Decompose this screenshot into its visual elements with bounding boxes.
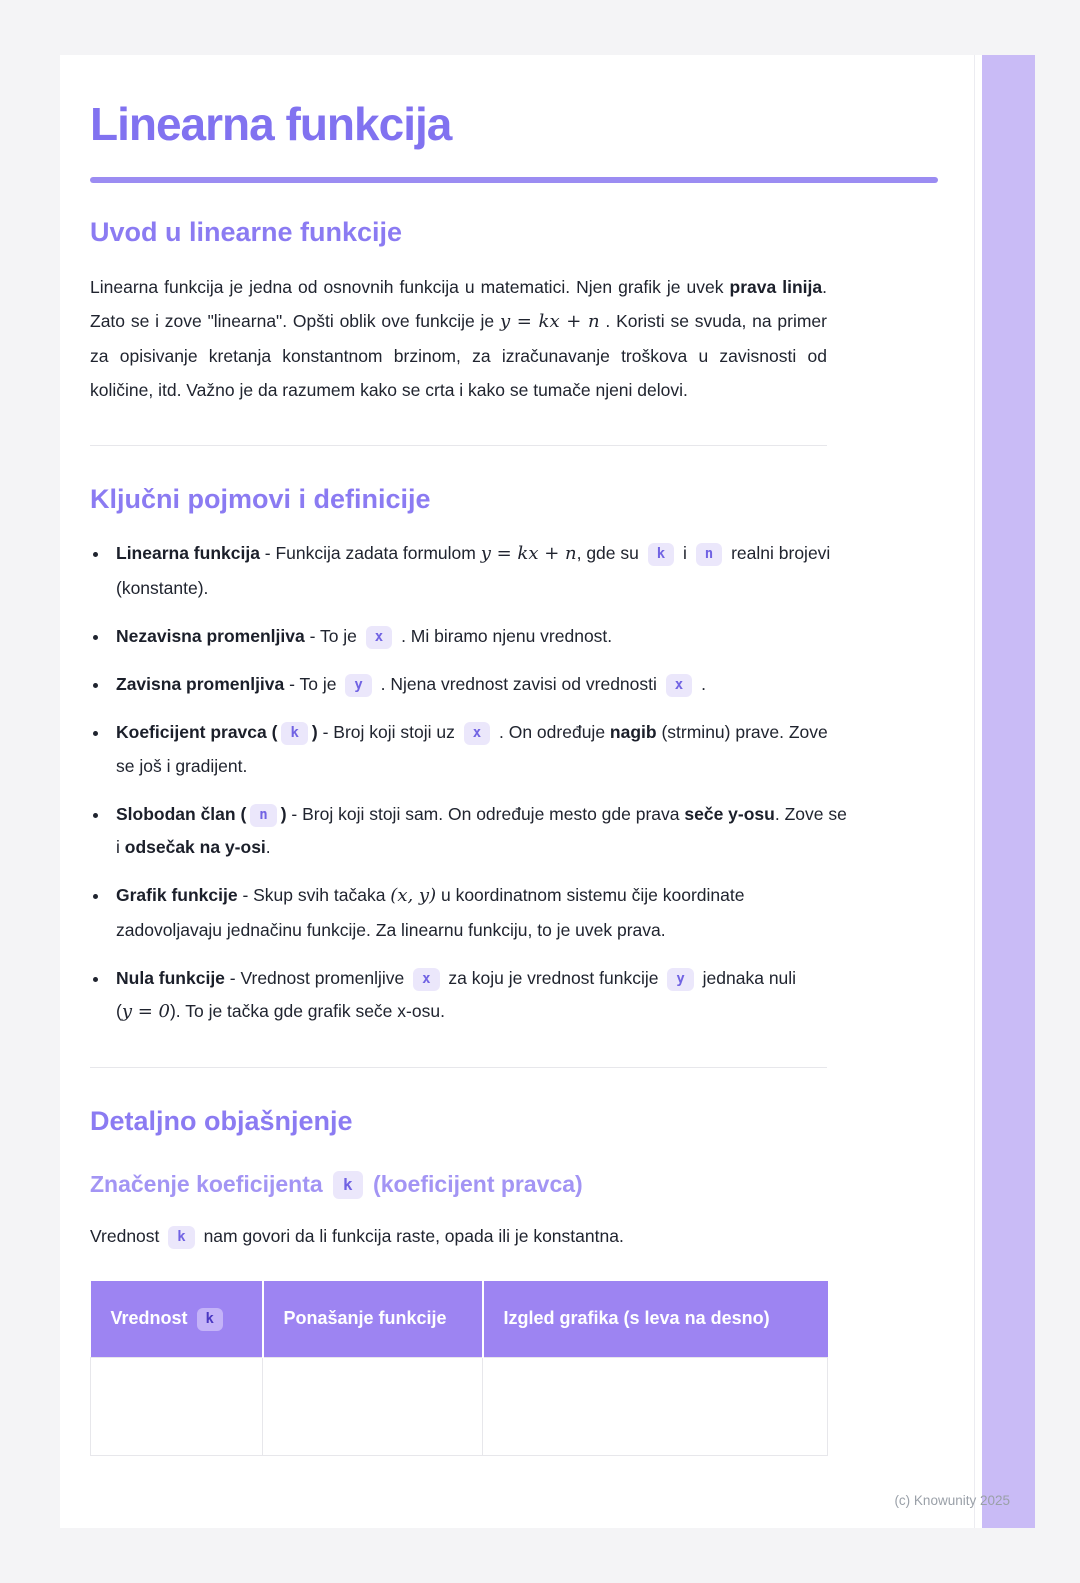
inline-code-badge: y (667, 968, 693, 991)
section-heading-detail: Detaljno objašnjenje (90, 1106, 353, 1137)
bold-term: Nula funkcije (116, 967, 225, 988)
detail-paragraph: Vrednost k nam govori da li funkcija raste, opada ili je konstantna. (90, 1219, 827, 1253)
term-list-item: • Linearna funkcija - Funkcija zadata formulom y = kx + n, gde su k i n realni brojevi (konstante). (110, 537, 847, 604)
bold-term: Koeficijent pravca ( (116, 722, 278, 743)
table-cell-empty (91, 1357, 263, 1455)
table-header-ponasanje: Ponašanje funkcije (263, 1281, 483, 1357)
stripe-gap-line (974, 55, 982, 1528)
table-header-vrednost-k: Vrednost k (91, 1281, 263, 1357)
table-header-izgled: Izgled grafika (s leva na desno) (483, 1281, 828, 1357)
bold-term: Grafik funkcije (116, 885, 238, 906)
inline-code-badge: n (696, 543, 722, 566)
table-cell-empty (263, 1357, 483, 1455)
terms-list (90, 537, 847, 1029)
term-list-item: • Zavisna promenljiva - To je y . Njena vrednost zavisi od vrednosti x . (110, 668, 847, 701)
section-divider (90, 445, 827, 446)
document-page (60, 55, 1035, 1528)
term-list-item: • Grafik funkcije - Skup svih tačaka (x, y) u koordinatnom sistemu čije koordinate zadovoljavaju jednačinu funkcije. Za linearnu funkciju, to je uvek prava. (110, 879, 847, 946)
k-value-table (90, 1281, 828, 1456)
section-divider (90, 1067, 827, 1068)
right-accent-stripe (982, 55, 1035, 1528)
bold-term: ) (280, 803, 287, 824)
bold-term: seče y-osu (684, 803, 775, 824)
inline-code-badge: x (366, 626, 392, 649)
inline-code-badge: n (250, 804, 276, 827)
bold-term: ) (311, 722, 318, 743)
inline-code-badge: k (168, 1226, 194, 1249)
math-expression: (x, y) (390, 885, 437, 907)
table-header-row (91, 1281, 828, 1357)
page-background (0, 55, 1080, 1583)
copyright-watermark: (c) Knowunity 2025 (894, 1493, 1010, 1508)
inline-code-badge: x (413, 968, 439, 991)
term-list-item: • Nula funkcije - Vrednost promenljive x za koju je vrednost funkcije y jednaka nuli (y = 0). To je tačka gde grafik seče x-osu. (110, 962, 847, 1029)
title-underline (90, 177, 938, 183)
inline-code-badge: k (333, 1171, 363, 1199)
inline-code-badge: k (197, 1308, 223, 1331)
section-heading-terms: Ključni pojmovi i definicije (90, 484, 431, 515)
bold-term: prava linija (729, 277, 823, 297)
bold-term: Slobodan član ( (116, 803, 247, 824)
document-content (60, 55, 938, 1516)
inline-code-badge: y (345, 674, 371, 697)
term-list-item: • Nezavisna promenljiva - To je x . Mi biramo njenu vrednost. (110, 620, 847, 653)
inline-code-badge: k (281, 722, 307, 745)
table-cell-empty (483, 1357, 828, 1455)
term-list-item: • Koeficijent pravca ( k ) - Broj koji stoji uz x . On određuje nagib (strminu) prave. Zove se još i gradijent. (110, 716, 847, 783)
bold-term: nagib (609, 722, 657, 743)
math-expression: y = 0 (121, 1001, 170, 1023)
subsection-heading-k: Značenje koeficijenta k (koeficijent pravca) (90, 1171, 583, 1198)
term-list-item: • Slobodan član ( n ) - Broj koji stoji sam. On određuje mesto gde prava seče y-osu. Zove se i odsečak na y-osi. (110, 798, 847, 865)
bold-term: Zavisna promenljiva (116, 674, 285, 695)
intro-paragraph: Linearna funkcija je jedna od osnovnih funkcija u matematici. Njen grafik je uvek prava linija. Zato se i zove "linearna". Opšti oblik ove funkcije je y = kx + n . Koristi se svuda, na primer za opisivanje kretanja konstantnom brzinom, za izračunavanje troškova u zavisnosti od količine, itd. Važno je da razumem kako se crta i kako se tumače njeni delovi. (90, 277, 827, 401)
inline-code-badge: x (464, 722, 490, 745)
bold-term: odsečak na y-osi (124, 837, 266, 858)
bold-term: Linearna funkcija (116, 543, 260, 564)
page-title: Linearna funkcija (90, 98, 452, 150)
inline-code-badge: k (648, 543, 674, 566)
table-row (91, 1357, 828, 1455)
bold-term: Nezavisna promenljiva (116, 625, 305, 646)
math-expression: y = kx + n (480, 543, 577, 565)
math-expression: y = kx + n (499, 311, 600, 333)
section-heading-intro: Uvod u linearne funkcije (90, 217, 403, 247)
inline-code-badge: x (666, 674, 692, 697)
